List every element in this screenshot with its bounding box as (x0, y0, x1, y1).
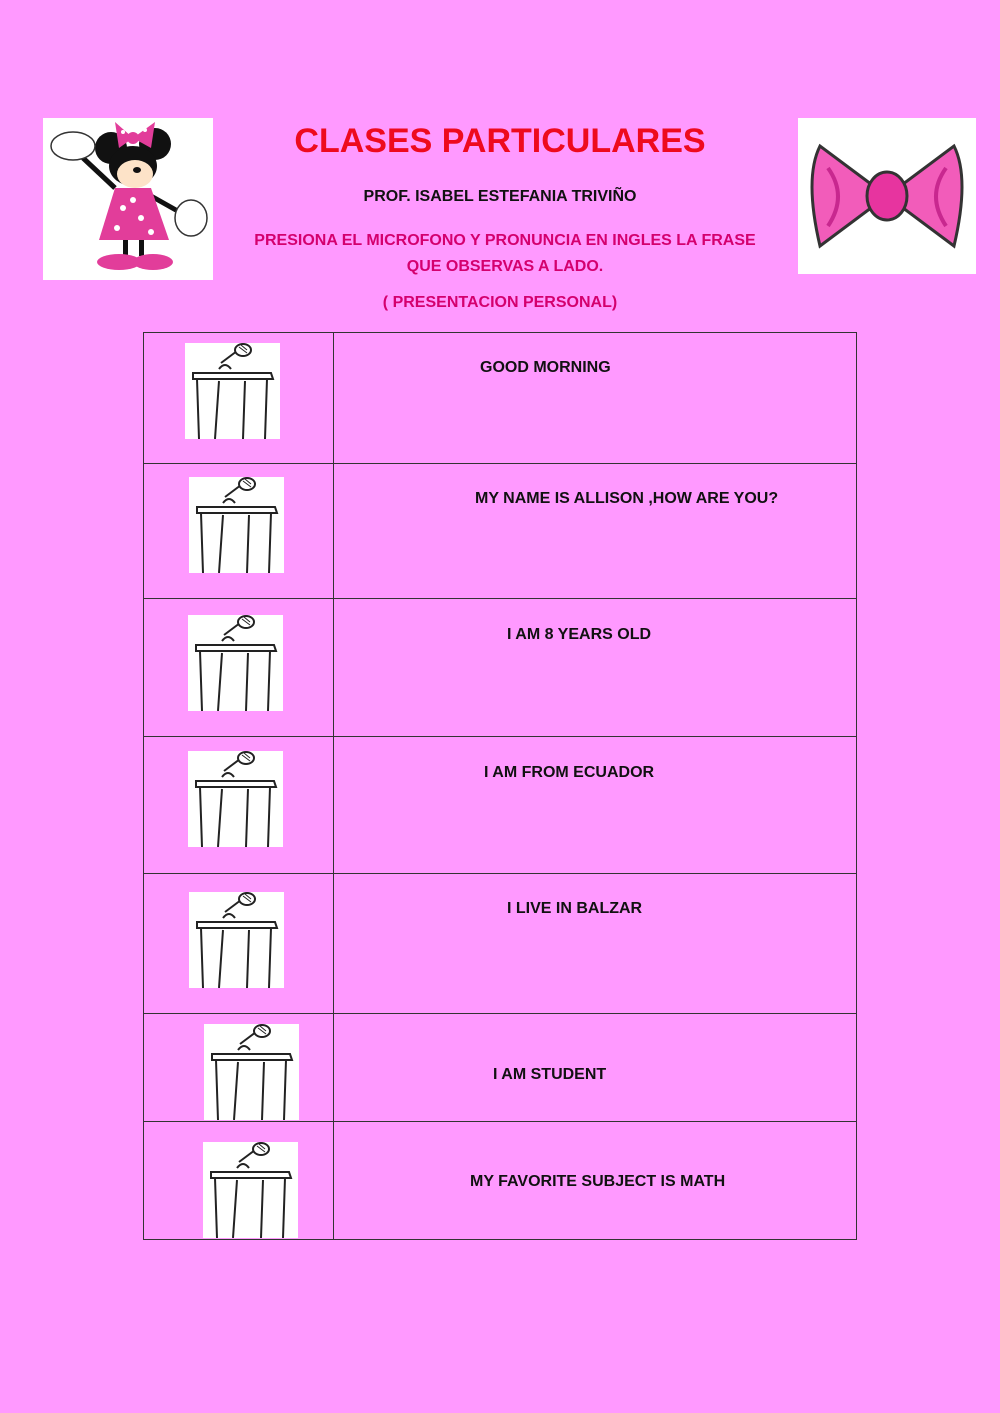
microphone-podium-icon[interactable] (203, 1142, 298, 1238)
mic-cell (144, 1014, 334, 1122)
table-row (144, 464, 857, 599)
phrase-cell (334, 874, 857, 1014)
phrase-text: I AM FROM ECUADOR (484, 764, 655, 781)
table-row (144, 874, 857, 1014)
microphone-podium-icon[interactable] (204, 1024, 299, 1120)
phrase-cell (334, 1014, 857, 1122)
phrase-text: I AM 8 YEARS OLD (507, 626, 652, 643)
mic-cell (144, 1122, 334, 1240)
mic-cell (144, 333, 334, 464)
phrase-cell (334, 1122, 857, 1240)
phrase-cell (334, 464, 857, 599)
instruction-line-2: QUE OBSERVAS A LADO. (406, 258, 604, 275)
phrase-text: MY NAME IS ALLISON ,HOW ARE YOU? (475, 490, 779, 507)
microphone-podium-icon[interactable] (188, 751, 283, 847)
microphone-podium-icon[interactable] (189, 477, 284, 573)
mic-cell (144, 464, 334, 599)
mic-cell (144, 599, 334, 737)
phrase-cell (334, 599, 857, 737)
phrase-text: I LIVE IN BALZAR (507, 900, 643, 917)
mic-cell (144, 874, 334, 1014)
microphone-podium-icon[interactable] (188, 615, 283, 711)
table-row (144, 1122, 857, 1240)
phrase-cell (334, 333, 857, 464)
table-row (144, 599, 857, 737)
microphone-podium-icon[interactable] (185, 343, 280, 439)
table-row (144, 737, 857, 874)
teacher-name: PROF. ISABEL ESTEFANIA TRIVIÑO (363, 188, 637, 205)
microphone-podium-icon[interactable] (189, 892, 284, 988)
table-row (144, 1014, 857, 1122)
instruction-text (230, 228, 780, 280)
mic-cell (144, 737, 334, 874)
phrase-cell (334, 737, 857, 874)
instruction-line-1: PRESIONA EL MICROFONO Y PRONUNCIA EN INGLES LA FRASE (254, 232, 756, 249)
table-row (144, 333, 857, 464)
section-subtitle: ( PRESENTACION PERSONAL) (382, 294, 618, 311)
phrase-text: MY FAVORITE SUBJECT IS MATH (470, 1173, 726, 1190)
phrases-table (143, 332, 857, 1240)
phrase-text: GOOD MORNING (480, 359, 611, 376)
page-title: CLASES PARTICULARES (294, 122, 706, 160)
phrase-text: I AM STUDENT (493, 1066, 607, 1083)
